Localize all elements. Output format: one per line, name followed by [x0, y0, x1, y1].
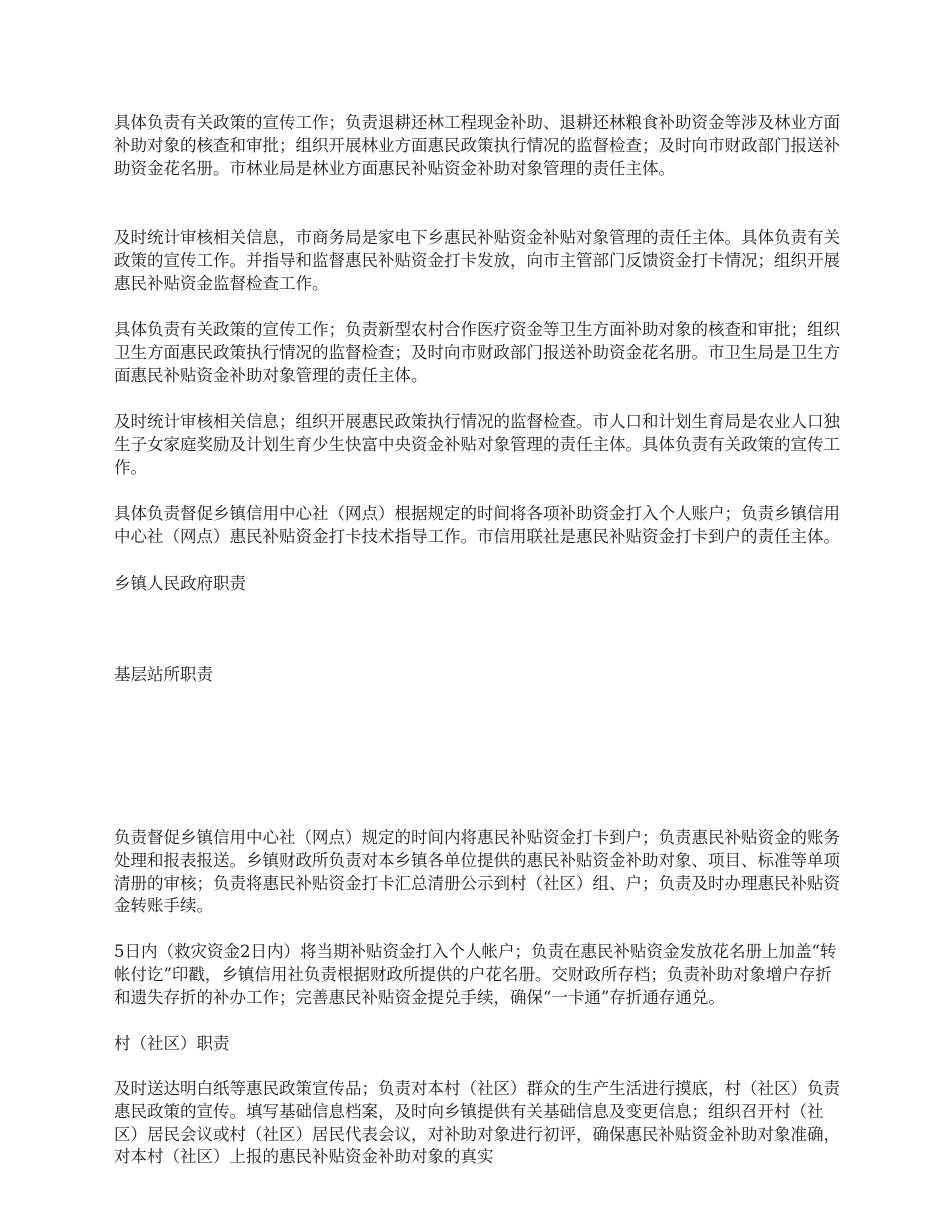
paragraph-credit-union: 具体负责督促乡镇信用中心社（网点）根据规定的时间将各项补助资金打入个人账户；负责乡镇信用中心社（网点）惠民补贴资金打卡技术指导工作。市信用联社是惠民补贴资金打卡到户的责任主体。	[114, 504, 840, 546]
paragraph-commerce-bureau: 及时统计审核相关信息，市商务局是家电下乡惠民补贴资金补贴对象管理的责任主体。具体负责有关政策的宣传工作。并指导和监督惠民补贴资金打卡发放，向市主管部门反馈资金打卡情况；组织开展惠民补贴资金监督检查工作。	[114, 228, 840, 293]
paragraph-forestry-bureau: 具体负责有关政策的宣传工作；负责退耕还林工程现金补助、退耕还林粮食补助资金等涉及林业方面补助对象的核查和审批；组织开展林业方面惠民政策执行情况的监督检查；及时向市财政部门报送补助资金花名册。市林业局是林业方面惠民补贴资金补助对象管理的责任主体。	[114, 113, 840, 178]
paragraph-health-bureau: 具体负责有关政策的宣传工作；负责新型农村合作医疗资金等卫生方面补助对象的核查和审批；组织卫生方面惠民政策执行情况的监督检查；及时向市财政部门报送补助资金花名册。市卫生局是卫生方面惠民补贴资金补助对象管理的责任主体。	[114, 320, 840, 385]
heading-township-government: 乡镇人民政府职责	[114, 574, 246, 593]
heading-village-community: 村（社区）职责	[114, 1034, 230, 1053]
paragraph-family-planning-bureau: 及时统计审核相关信息；组织开展惠民政策执行情况的监督检查。市人口和计划生育局是农业人口独生子女家庭奖励及计划生育少生快富中央资金补贴对象管理的责任主体。具体负责有关政策的宣传工作。	[114, 412, 840, 477]
paragraph-township-finance: 负责督促乡镇信用中心社（网点）规定的时间内将惠民补贴资金打卡到户；负责惠民补贴资金的账务处理和报表报送。乡镇财政所负责对本乡镇各单位提供的惠民补贴资金补助对象、项目、标准等单项清册的审核；负责将惠民补贴资金打卡汇总清册公示到村（社区）组、户；负责及时办理惠民补贴资金转账手续。	[114, 828, 840, 916]
heading-grassroots-stations: 基层站所职责	[114, 665, 213, 684]
paragraph-village-duties: 及时送达明白纸等惠民政策宣传品；负责对本村（社区）群众的生产生活进行摸底，村（社区）负责惠民政策的宣传。填写基础信息档案，及时向乡镇提供有关基础信息及变更信息；组织召开村（社区）居民会议或村（社区）居民代表会议，对补助对象进行初评，确保惠民补贴资金补助对象准确，对本村（社区）上报的惠民补贴资金补助对象的真实	[114, 1079, 840, 1167]
paragraph-township-credit: 5日内（救灾资金2日内）将当期补贴资金打入个人帐户；负责在惠民补贴资金发放花名册上加盖“转帐付讫”印戳，乡镇信用社负责根据财政所提供的户花名册。交财政所存档；负责补助对象增户存折和遗失存折的补办工作；完善惠民补贴资金提兑手续，确保“一卡通”存折通存通兑。	[114, 942, 837, 1007]
